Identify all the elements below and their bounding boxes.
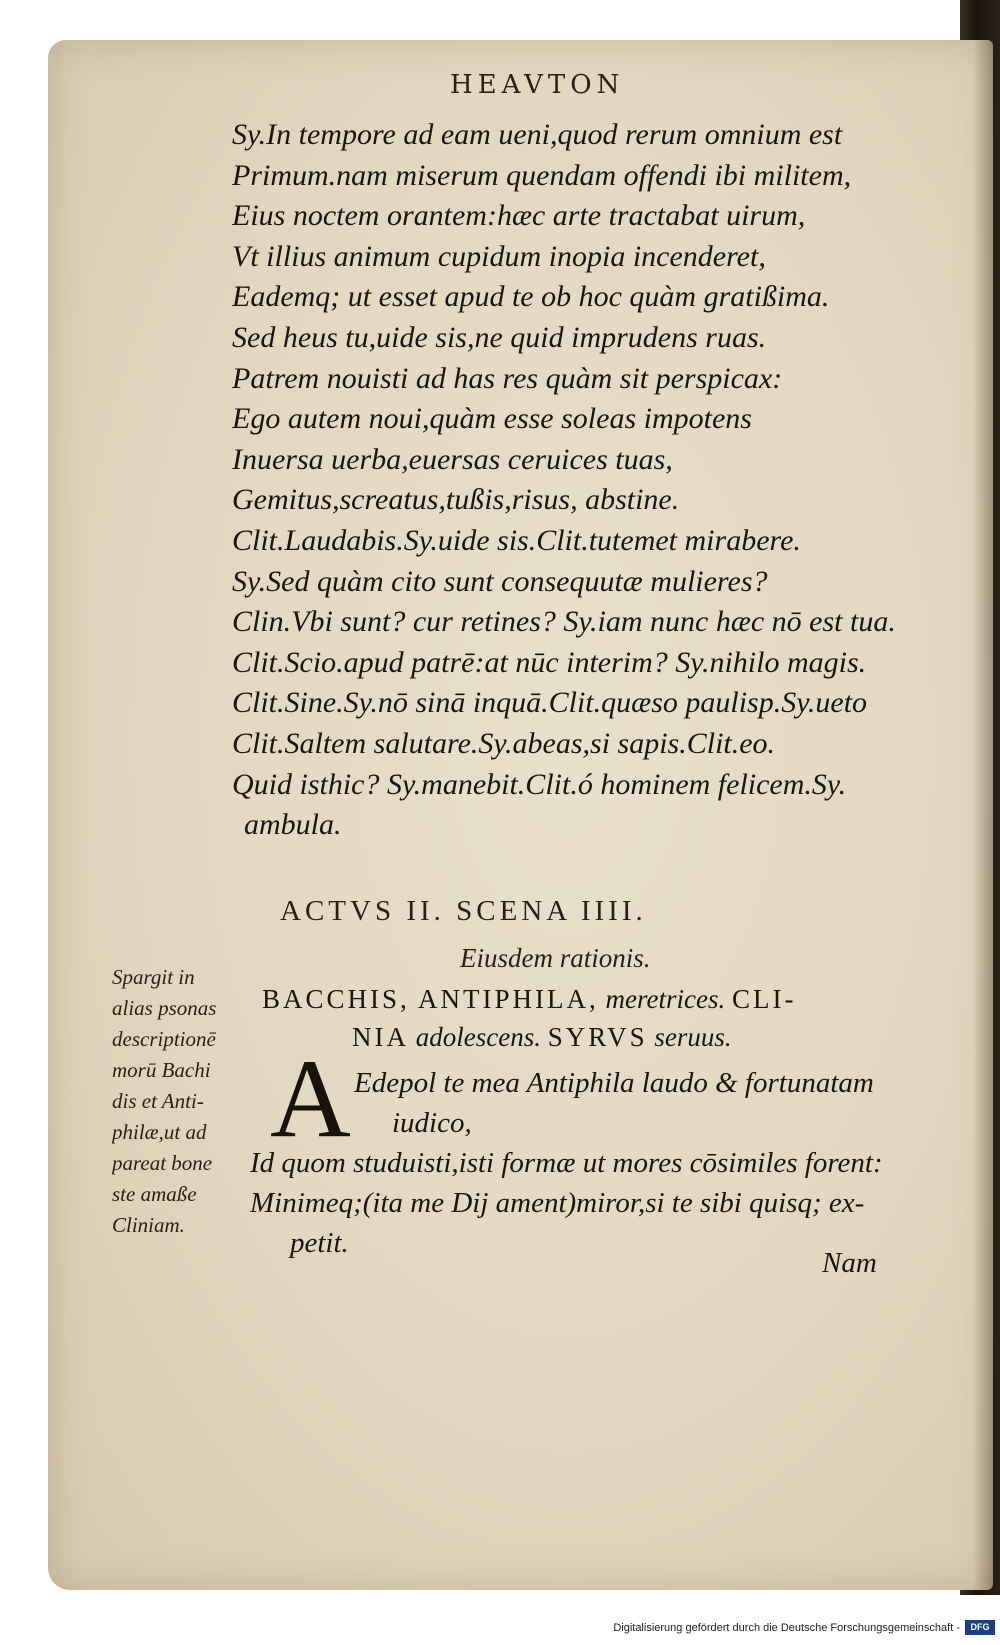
verse-line: Clit.Scio.apud patrē:at nūc interim? Sy.nihilo magis. <box>232 645 867 679</box>
catchword: Nam <box>822 1247 877 1279</box>
persons-names: NIA <box>352 1022 409 1052</box>
marginal-line: dis et Anti- <box>112 1089 204 1113</box>
persons-role: meretrices. <box>605 984 726 1014</box>
marginal-line: philæ,ut ad <box>112 1120 207 1144</box>
verse-line: Inuersa uerba,euersas ceruices tuas, <box>232 442 673 476</box>
scene-line: iudico, <box>392 1107 472 1139</box>
verse-line: Vt illius animum cupidum inopia incenderet, <box>232 239 766 273</box>
verse-line: Sed heus tu,uide sis,ne quid imprudens ruas. <box>232 320 767 354</box>
marginal-line: alias psonas <box>112 996 217 1020</box>
persons-line <box>262 1018 902 1056</box>
dfg-logo-icon: DFG <box>965 1620 995 1635</box>
verse-block <box>232 115 902 846</box>
verse-line: Clit.Saltem salutare.Sy.abeas,si sapis.Clit.eo. <box>232 726 776 760</box>
marginal-line: morū Bachi <box>112 1058 211 1082</box>
persons-role: seruus. <box>654 1022 732 1052</box>
persons-names: BACCHIS, ANTIPHILA, <box>262 984 599 1014</box>
persons-role: adolescens. <box>415 1022 541 1052</box>
verse-line: Eademq; ut esset apud te ob hoc quàm gratißima. <box>232 280 830 314</box>
verse-line: Clit.Sine.Sy.nō sinā inquā.Clit.quæso paulisp.Sy.ueto <box>232 686 868 720</box>
marginal-line: ste amaße <box>112 1182 197 1206</box>
marginal-note <box>112 962 257 1241</box>
scene-line: petit. <box>290 1227 349 1259</box>
verse-line: Quid isthic? Sy.manebit.Clit.ó hominem felicem.Sy. <box>232 767 847 801</box>
verse-line: Ego autem noui,quàm esse soleas impotens <box>232 402 752 436</box>
verse-line: ambula. <box>244 808 342 842</box>
drop-cap: A <box>270 1037 351 1161</box>
running-head: HEAVTON <box>450 70 625 100</box>
page-shadow <box>973 40 993 1590</box>
verse-line: Patrem nouisti ad has res quàm sit perspicax: <box>232 361 783 395</box>
verse-line: Eius noctem orantem:hæc arte tractabat uirum, <box>232 199 806 233</box>
act-subheading: Eiusdem rationis. <box>460 943 651 973</box>
scene-text <box>250 1063 902 1263</box>
persons-line <box>262 980 902 1018</box>
funding-note: Digitalisierung gefördert durch die Deutsche Forschungsgemeinschaft - <box>613 1622 960 1634</box>
verse-line: Sy.In tempore ad eam ueni,quod rerum omnium est <box>232 118 843 151</box>
persons-names: CLI- <box>732 984 797 1014</box>
marginal-line: descriptionē <box>112 1027 216 1051</box>
persons-names: SYRVS <box>547 1022 648 1052</box>
scene-line: Minimeq;(ita me Dij ament)miror,si te sibi quisq; ex- <box>250 1187 865 1219</box>
scene-line: Id quom studuisti,isti formæ ut mores cōsimiles forent: <box>250 1147 883 1179</box>
marginal-line: Spargit in <box>112 965 195 989</box>
verse-line: Sy.Sed quàm cito sunt consequutæ mulieres? <box>232 564 768 598</box>
scene-line: Edepol te mea Antiphila laudo & fortunatam <box>354 1067 874 1099</box>
verse-line: Primum.nam miserum quendam offendi ibi militem, <box>232 158 852 192</box>
marginal-line: pareat bone <box>112 1151 213 1175</box>
verse-line: Gemitus,screatus,tußis,risus, abstine. <box>232 483 680 517</box>
dramatis-personae <box>262 980 902 1056</box>
verse-line: Clin.Vbi sunt? cur retines? Sy.iam nunc hæc nō est tua. <box>232 605 896 639</box>
verse-line: Clit.Laudabis.Sy.uide sis.Clit.tutemet mirabere. <box>232 523 801 557</box>
scan-background-bottom <box>0 1595 1000 1645</box>
act-heading: ACTVS II. SCENA IIII. <box>280 895 647 927</box>
marginal-line: Cliniam. <box>112 1213 185 1237</box>
